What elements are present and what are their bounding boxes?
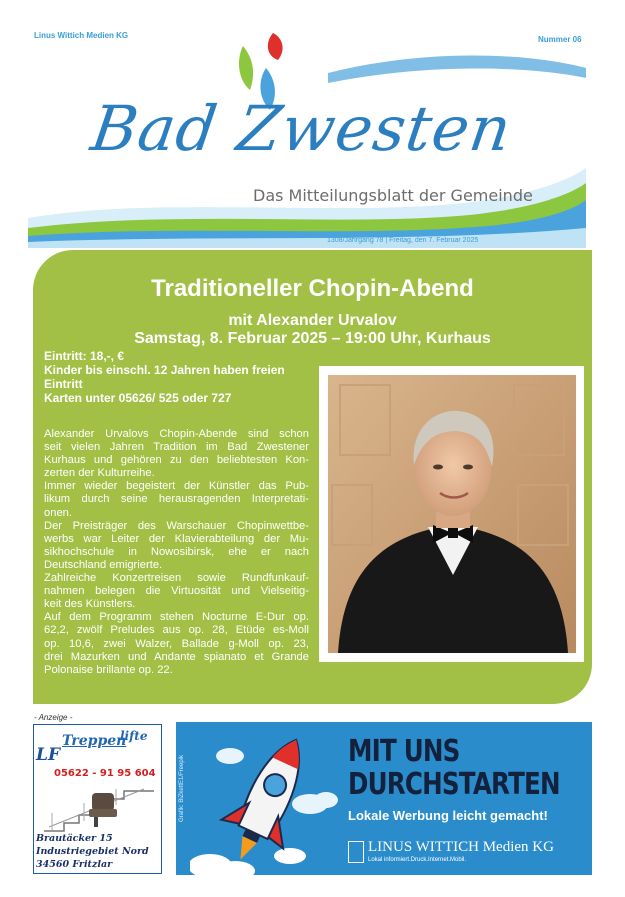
entry-info-line: Karten unter 05626/ 525 oder 727 (44, 391, 232, 405)
article-headline: Traditioneller Chopin-Abend (151, 275, 474, 302)
article-body (44, 428, 309, 677)
article-body-line: Zahlreiche Konzertreisen sowie Rundfunkauf- (44, 572, 309, 585)
treppenlifte-ad[interactable] (33, 724, 162, 874)
masthead-title: Bad Zwesten (86, 92, 517, 165)
article-body-line: Polonaise brillante op. 22. (44, 663, 173, 676)
ad-headline-2: DURCHSTARTEN (348, 767, 560, 802)
ad-lf-phone: 05622 - 91 95 604 (54, 768, 156, 779)
article-body-line: seit vielen Jahren Tradition im Bad Zwestener (44, 441, 309, 454)
entry-info (44, 349, 314, 405)
article-body-line: onen. (44, 506, 72, 519)
article-body-line: Der Preisträger des Warschauer Chopinwettbe- (44, 519, 309, 532)
ad-lf-logo: LF (36, 745, 61, 765)
ad-lf-address (36, 832, 149, 871)
article-body-line: op. 10,6, zwei Walzer, Ballade g-Moll op. 23, (44, 637, 309, 650)
article-body-line: Auf dem Programm stehen Nocturne E-Dur op. (44, 611, 309, 624)
article-body-line: zerten der Kulturreihe. (44, 467, 155, 480)
ad-lf-lifte: lifte (120, 729, 148, 743)
ad-headline-1: MIT UNS (348, 734, 460, 769)
article-body-line: Immer wieder begeistert der Künstler das Pub- (44, 480, 309, 493)
ad-lf-address-line: 34560 Fritzlar (36, 859, 113, 870)
masthead-subtitle: Das Mitteilungsblatt der Gemeinde (253, 186, 533, 205)
artist-photo-frame (319, 366, 584, 662)
ad-label: - Anzeige - (34, 713, 73, 722)
article-body-line: Alexander Urvalovs Chopin-Abende sind schon (44, 428, 309, 440)
rocket-illustration (190, 726, 340, 875)
ad-brand-sub: Lokal informiert.Druck.Internet.Mobil. (368, 857, 467, 863)
article-body-line: werbs war Leiter der Klavierabteilung der Mu- (44, 532, 309, 545)
article-body-line: Kurhaus und gehören zu den beliebtesten Kon- (44, 454, 309, 467)
wittich-ad[interactable] (176, 722, 592, 875)
artist-photo (328, 375, 576, 653)
stairlift-image (44, 783, 154, 833)
article-body-line: 62,2, zwölf Preludes aus op. 28, Etüde es-Moll (44, 624, 309, 637)
issue-number: Nummer 06 (538, 35, 582, 44)
entry-info-line: Kinder bis einschl. 12 Jahren haben freien (44, 363, 285, 377)
entry-info-line: Eintritt (44, 377, 83, 391)
wittich-logo-icon (348, 841, 364, 863)
ad-lf-address-line: Brautäcker 15 (36, 833, 113, 844)
ad-lf-treppen: Treppen (62, 733, 127, 749)
publisher-name: Linus Wittich Medien KG (34, 31, 129, 40)
article-body-line: sikhochschule in Nowosibirsk, ehe er nach (44, 545, 309, 558)
ad-brand: LINUS WITTICH Medien KG (368, 839, 554, 855)
entry-info-line: Eintritt: 18,-, € (44, 349, 125, 363)
article-subline-artist: mit Alexander Urvalov (228, 312, 397, 329)
article-body-line: nahmen belegen die Virtuosität und Vielseitig- (44, 585, 309, 598)
article-body-line: Deutschland emigrierte. (44, 558, 163, 571)
article-subline-date: Samstag, 8. Februar 2025 – 19:00 Uhr, Kurhaus (134, 330, 491, 347)
ad-tagline: Lokale Werbung leicht gemacht! (348, 808, 548, 823)
article-body-line: keit des Künstlers. (44, 598, 136, 611)
article-body-line: drei Mazurken und Andante spianato et Grande (44, 650, 309, 663)
issue-line: 1308/Jahrgang 78 | Freitag, den 7. Februar 2025 (327, 237, 479, 244)
ad-lf-address-line: Industriegebiet Nord (36, 846, 149, 857)
ad-graphic-credit: Grafik: BiZkettE1/Freepik (179, 754, 185, 822)
article-body-line: likum durch seine herausragenden Interpretati- (44, 493, 309, 506)
